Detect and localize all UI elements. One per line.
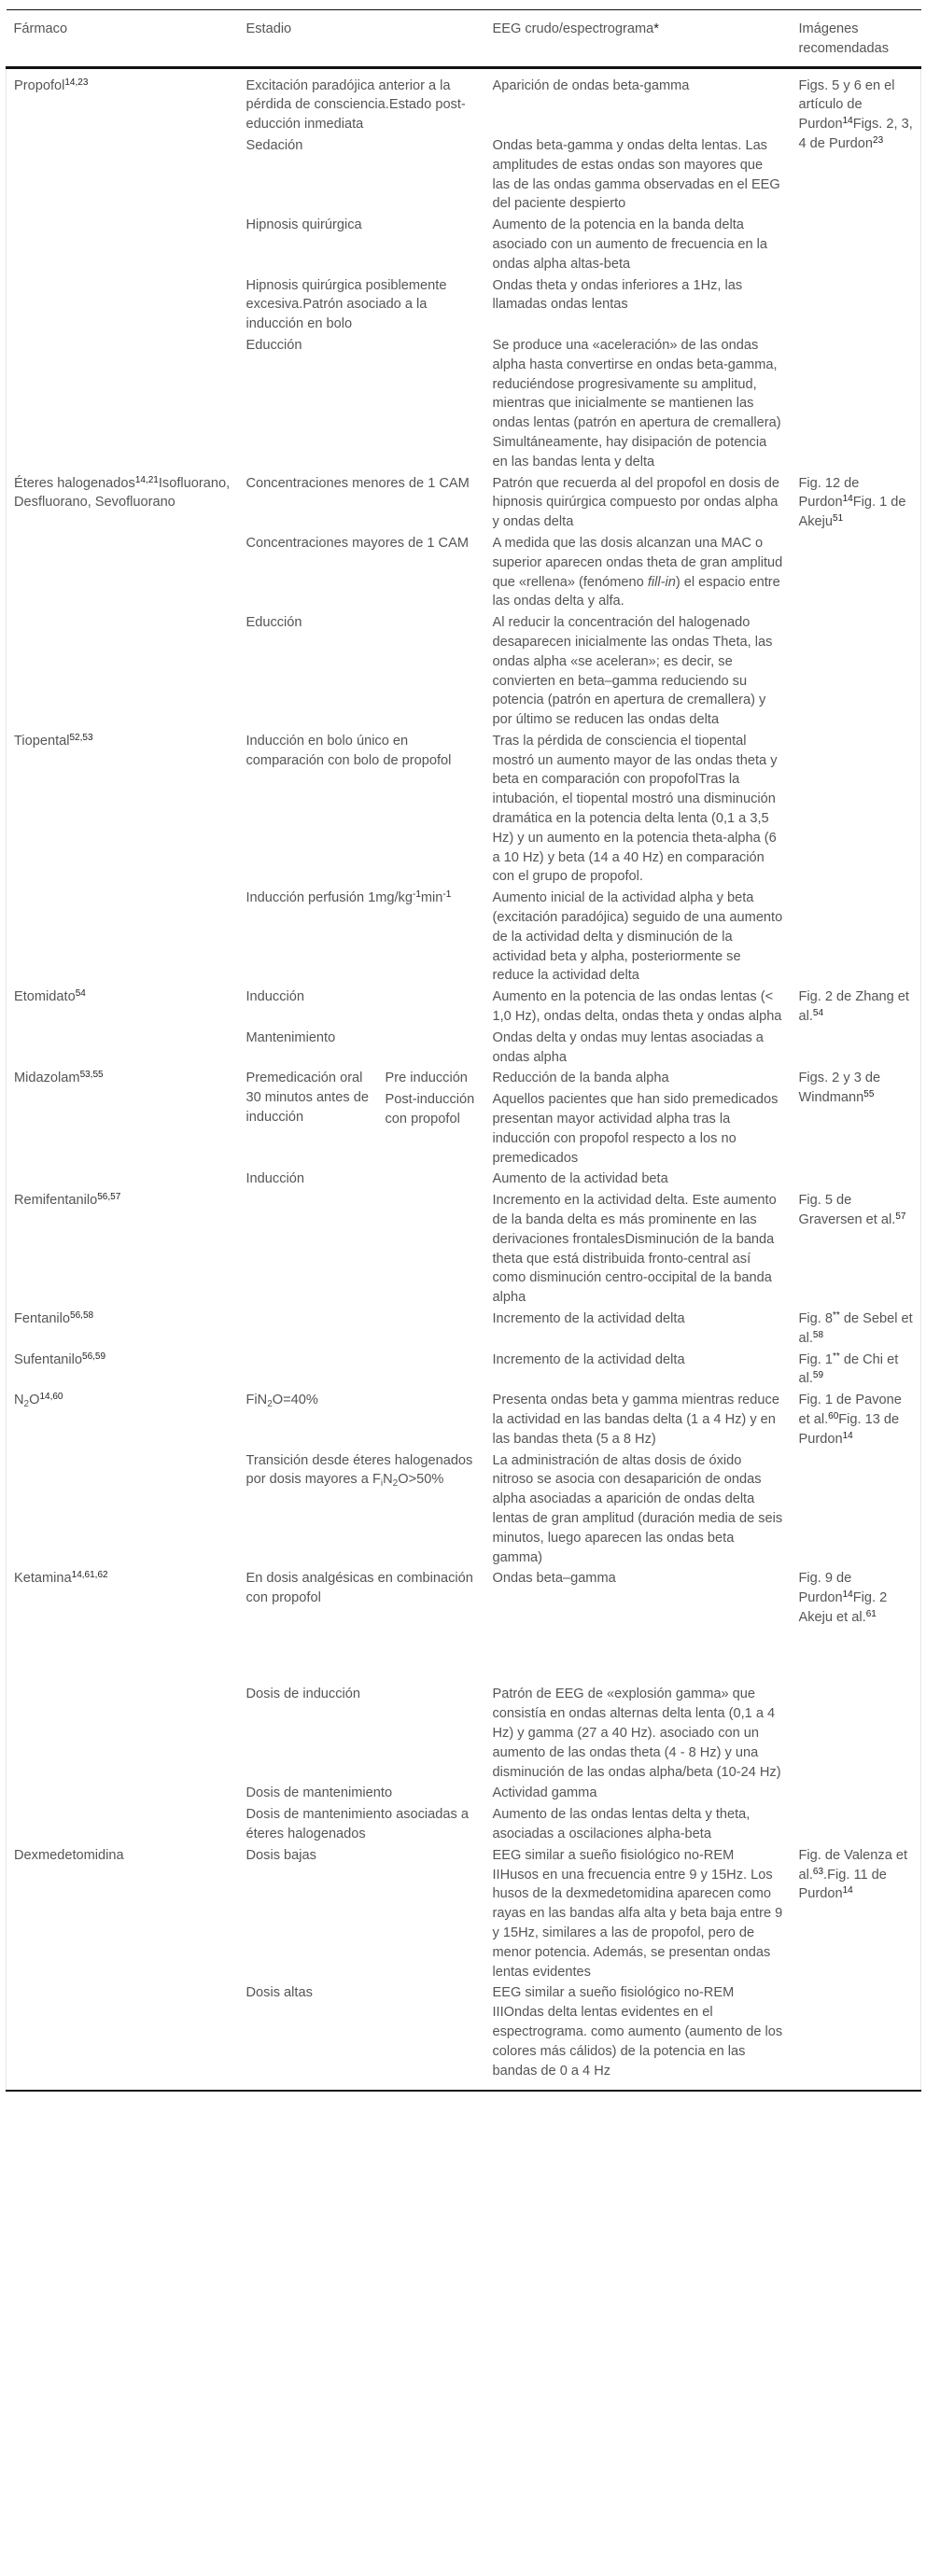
drug-cell — [7, 731, 239, 987]
stage-cell — [239, 1190, 485, 1309]
eeg-cell — [485, 1982, 792, 2091]
stage-cell — [239, 987, 485, 1028]
table-row — [7, 473, 921, 533]
stage-cell — [239, 215, 485, 274]
header-row — [7, 10, 921, 68]
eeg-cell — [485, 1169, 792, 1190]
text-segment: O>50% — [398, 1472, 444, 1488]
text-segment: Se produce una «aceleración» de las ondas alpha hasta convertirse en ondas beta-gamma, reduciéndose progresivamente su amplitud, mientras que inicialmente se mantienen las ondas lentas (patrón en apertura de cremallera) Simultáneamente, hay disipación de potencia en las bandas lenta y delta — [492, 337, 781, 469]
stage-cell — [239, 1982, 485, 2091]
text-segment: Aumento de la potencia en la banda delta asociado con un aumento de frecuencia en la ondas alpha altas-beta — [492, 217, 768, 272]
stage-cell — [239, 67, 485, 135]
stage-cell — [239, 1068, 378, 1169]
stage-cell — [239, 1684, 485, 1783]
text-segment: Remifentanilo — [14, 1193, 98, 1209]
text-segment: Aumento inicial de la actividad alpha y beta (excitación paradójica) seguido de una aumento de la actividad delta y disminución de la actividad beta y alpha, posteriormente se reduce la actividad delta — [492, 890, 783, 984]
header-eeg — [485, 10, 792, 68]
stage-cell — [239, 1450, 485, 1569]
drug-cell — [7, 1068, 239, 1190]
text-segment: Educción — [246, 615, 302, 631]
drug-cell — [7, 473, 239, 731]
text-segment: de Chi et al. — [798, 1351, 899, 1387]
text-segment: Etomidato — [14, 989, 76, 1005]
table-body — [7, 67, 921, 2091]
stage-cell — [239, 731, 485, 888]
stage-cell — [239, 1783, 485, 1804]
reference-superscript: 53,55 — [79, 1070, 104, 1081]
table-header — [7, 10, 921, 68]
stage-cell — [239, 473, 485, 533]
text-segment: min — [420, 890, 443, 906]
reference-superscript: 57 — [895, 1211, 906, 1223]
text-segment: Patrón de EEG de «explosión gamma» que consistía en ondas alternas delta lenta (0,1 a 4 Hz) y gamma (27 a 40 Hz). asociado con un aumento de las ondas theta (4 - 8 Hz) y una disminución de las ondas alpha/beta (10-24 Hz) — [492, 1687, 781, 1780]
text-segment: Inducción — [246, 989, 304, 1005]
table-row — [7, 1845, 921, 1983]
reference-superscript: 51 — [833, 513, 844, 525]
stage-cell — [239, 1845, 485, 1983]
stage-cell — [239, 612, 485, 731]
drug-cell — [7, 67, 239, 472]
subscript: 2 — [392, 1478, 399, 1490]
reference-superscript: 54 — [812, 1008, 824, 1019]
text-segment: Hipnosis quirúrgica — [246, 217, 362, 233]
stage-cell — [239, 533, 485, 612]
text-segment: Actividad gamma — [492, 1785, 597, 1801]
text-segment: Éteres halogenados — [14, 475, 135, 491]
text-segment: Incremento de la actividad delta — [492, 1311, 685, 1326]
images-cell — [792, 1568, 921, 1844]
reference-superscript: 60 — [828, 1410, 839, 1421]
eeg-drug-table — [6, 9, 921, 2092]
text-segment: O — [29, 1393, 40, 1408]
text-segment: Ketamina — [14, 1571, 72, 1587]
reference-superscript: 55 — [863, 1089, 875, 1100]
images-cell — [792, 67, 921, 472]
eeg-cell — [485, 1309, 792, 1350]
images-cell — [792, 1068, 921, 1190]
text-segment: Educción — [246, 337, 302, 353]
text-segment: Aparición de ondas beta-gamma — [492, 77, 690, 93]
stage-cell — [239, 1350, 485, 1391]
eeg-cell — [485, 67, 792, 135]
eeg-cell — [485, 1783, 792, 1804]
text-segment: Concentraciones menores de 1 CAM — [246, 475, 470, 491]
text-segment: Dosis de mantenimiento asociadas a éteres halogenados — [246, 1807, 469, 1841]
eeg-cell — [485, 473, 792, 533]
text-segment: Inducción en bolo único en comparación con bolo de propofol — [246, 733, 452, 768]
text-segment: Excitación paradójica anterior a la pérdida de consciencia.Estado post-educción inmediata — [246, 77, 466, 133]
reference-superscript: 61 — [865, 1608, 877, 1619]
text-segment: FiN — [246, 1393, 268, 1408]
reference-superscript: 14,21 — [134, 474, 159, 485]
images-cell — [792, 1390, 921, 1568]
images-cell — [792, 1350, 921, 1391]
text-segment: .Fig. 11 de Purdon — [798, 1867, 887, 1902]
eeg-cell — [485, 612, 792, 731]
text-segment: Isofluorano, Desfluorano, Sevofluorano — [14, 475, 231, 511]
text-segment: La administración de altas dosis de óxido nitroso se asocia con desaparición de ondas alpha asociadas a aparición de ondas delta lentas de gran amplitud (duración media de seis minutos, luego aparecen las ondas beta gamma) — [492, 1452, 783, 1565]
drug-cell — [7, 1845, 239, 2092]
drug-cell — [7, 1190, 239, 1309]
eeg-cell — [485, 533, 792, 612]
text-segment: Fig. 1 de Akeju — [798, 495, 906, 530]
reference-superscript: 14 — [842, 1430, 853, 1441]
header-images: Imágenes recomendadas — [798, 21, 890, 56]
reference-superscript: 14 — [842, 1885, 853, 1897]
table-row — [7, 67, 921, 135]
table-row — [7, 1350, 921, 1391]
eeg-cell — [485, 1845, 792, 1983]
reference-superscript: 52,53 — [69, 732, 93, 743]
eeg-cell — [485, 135, 792, 215]
italic-term: fill-in — [647, 574, 676, 590]
drug-cell — [7, 1568, 239, 1844]
text-segment: Fig. 13 de Purdon — [798, 1411, 900, 1447]
reference-superscript: -1 — [442, 889, 452, 901]
text-segment: Presenta ondas beta y gamma mientras reduce la actividad en las bandas delta (1 a 4 Hz) y en las bandas theta (5 a 8 Hz) — [492, 1393, 779, 1447]
drug-cell — [7, 987, 239, 1068]
reference-superscript: 14,60 — [39, 1392, 63, 1403]
reference-superscript: 56,59 — [82, 1351, 106, 1362]
stage-cell — [239, 335, 485, 473]
images-cell — [792, 1190, 921, 1309]
text-segment: Fig. 2 Akeju et al. — [798, 1590, 888, 1625]
eeg-cell — [485, 1028, 792, 1069]
text-segment: Post-inducción con propofol — [385, 1092, 475, 1127]
substage-cell — [378, 1068, 485, 1089]
text-segment: Fig. de Valenza et al. — [798, 1847, 908, 1883]
header-stage: Estadio — [246, 21, 292, 36]
reference-superscript: 14 — [842, 494, 853, 505]
text-segment: Aumento de las ondas lentas delta y theta, asociadas a oscilaciones alpha-beta — [492, 1807, 751, 1841]
reference-superscript: 58 — [812, 1329, 824, 1340]
reference-superscript: ** — [833, 1351, 840, 1362]
reference-superscript: 56,58 — [70, 1310, 94, 1321]
eeg-cell — [485, 215, 792, 274]
header-eeg-footnote-mark: * — [653, 21, 659, 36]
images-cell — [792, 987, 921, 1068]
reference-superscript: -1 — [412, 889, 421, 901]
text-segment: Incremento de la actividad delta — [492, 1351, 685, 1367]
subscript: 2 — [23, 1399, 30, 1410]
images-cell — [792, 473, 921, 731]
subscript: i — [380, 1478, 384, 1490]
stage-cell — [239, 1028, 485, 1069]
reference-superscript: 23 — [873, 134, 884, 146]
stage-cell — [239, 1804, 485, 1845]
text-segment: EEG similar a sueño fisiológico no-REM IIHusos en una frecuencia entre 9 y 15Hz. Los husos de la dexmedetomidina aparecen como rayas en las bandas alfa alta y beta baja entre 9 y 15Hz, similares a las de propofol, pero de menor potencia. Además, se presentan ondas lentas evidentes — [492, 1847, 783, 1980]
eeg-cell — [485, 1684, 792, 1783]
text-segment: Dosis de mantenimiento — [246, 1785, 393, 1801]
eeg-cell — [485, 275, 792, 335]
substage-cell — [378, 1089, 485, 1169]
text-segment: Pre inducción — [385, 1071, 468, 1086]
text-segment: Sufentanilo — [14, 1351, 83, 1367]
text-segment: O=40% — [272, 1393, 318, 1408]
eeg-cell — [485, 1068, 792, 1089]
text-segment: Figs. 5 y 6 en el artículo de Purdon — [798, 77, 895, 133]
text-segment: Dosis altas — [246, 1985, 313, 2001]
eeg-cell — [485, 1089, 792, 1169]
table-row — [7, 1190, 921, 1309]
text-segment: Transición desde éteres halogenados por dosis mayores a F — [246, 1452, 473, 1488]
text-segment: Al reducir la concentración del halogenado desaparecen inicialmente las ondas Theta, las ondas alpha «se aceleran»; es decir, se convierten en beta–gamma reduciendo su potencia (patrón en apertura de cremallera) y por último se reducen las ondas delta — [492, 615, 773, 728]
text-segment: Propofol — [14, 77, 65, 93]
stage-cell — [239, 1309, 485, 1350]
text-segment: Fig. 8 — [798, 1311, 833, 1326]
text-segment: Ondas delta y ondas muy lentas asociadas a ondas alpha — [492, 1029, 764, 1065]
eeg-cell — [485, 1450, 792, 1569]
text-segment: Dexmedetomidina — [14, 1847, 124, 1863]
text-segment: Fig. 1 de Pavone et al. — [798, 1393, 902, 1427]
text-segment: Dosis bajas — [246, 1847, 316, 1863]
reference-superscript: 63 — [812, 1866, 824, 1877]
reference-superscript: ** — [833, 1310, 840, 1321]
drug-cell — [7, 1390, 239, 1568]
text-segment: Incremento en la actividad delta. Este aumento de la banda delta es más prominente en las derivaciones frontalesDisminución de la banda theta que está distribuida fronto-central así como disminución centro-occipital de la banda alpha — [492, 1193, 777, 1306]
eeg-cell — [485, 1350, 792, 1391]
header-eeg-label: EEG crudo/espectrograma — [492, 21, 654, 36]
text-segment: Fig. 12 de Purdon — [798, 475, 860, 511]
text-segment: Tras la pérdida de consciencia el tiopental mostró un aumento mayor de las ondas theta y beta en comparación con propofolTras la intubación, el tiopental mostró una disminución dramática en la potencia delta lenta (0,1 a 3,5 Hz) y un aumento en la potencia theta-alpha (6 a 10 Hz) y beta (14 a 40 Hz) en comparación con el grupo de propofol. — [492, 733, 778, 885]
eeg-cell — [485, 1804, 792, 1845]
text-segment: Fig. 1 — [798, 1351, 833, 1367]
text-segment: Midazolam — [14, 1071, 80, 1086]
images-cell — [792, 1309, 921, 1350]
reference-superscript: 14,61,62 — [71, 1570, 108, 1581]
drug-cell — [7, 1309, 239, 1350]
reference-superscript: 59 — [812, 1370, 824, 1381]
eeg-cell — [485, 1568, 792, 1684]
text-segment: Dosis de inducción — [246, 1687, 360, 1702]
text-segment: Aumento en la potencia de las ondas lentas (< 1,0 Hz), ondas delta, ondas theta y ondas alpha — [492, 989, 782, 1025]
text-segment: Figs. 2, 3, 4 de Purdon — [798, 117, 913, 151]
drug-cell — [7, 1350, 239, 1391]
text-segment: ) el espacio entre las ondas delta y alfa. — [492, 574, 780, 609]
text-segment: Sedación — [246, 137, 303, 153]
reference-superscript: 14,23 — [64, 77, 89, 88]
text-segment: A medida que las dosis alcanzan una MAC o superior aparecen ondas theta de gran amplitud que «rellena» (fenómeno — [492, 535, 783, 590]
reference-superscript: 14 — [842, 116, 853, 127]
stage-cell — [239, 1390, 485, 1449]
header-drug: Fármaco — [13, 21, 68, 36]
table-row — [7, 731, 921, 888]
eeg-cell — [485, 987, 792, 1028]
eeg-cell — [485, 731, 792, 888]
text-segment: Hipnosis quirúrgica posiblemente excesiva.Patrón asociado a la inducción en bolo — [246, 277, 447, 332]
table-row — [7, 1309, 921, 1350]
text-segment: N — [14, 1393, 24, 1408]
text-segment: Reducción de la banda alpha — [492, 1071, 669, 1086]
stage-cell — [239, 1169, 485, 1190]
text-segment: Ondas beta–gamma — [492, 1571, 616, 1587]
reference-superscript: 56,57 — [97, 1192, 121, 1203]
images-cell — [792, 1845, 921, 2092]
text-segment: Inducción perfusión 1mg/kg — [246, 890, 413, 906]
text-segment: Fig. 9 de Purdon — [798, 1571, 852, 1606]
text-segment: Ondas beta-gamma y ondas delta lentas. Las amplitudes de estas ondas son mayores que las de las ondas gamma observadas en el EEG del paciente despierto — [492, 137, 780, 212]
reference-superscript: 14 — [842, 1589, 853, 1601]
table-row — [7, 1068, 921, 1089]
images-cell — [792, 731, 921, 987]
stage-cell — [239, 275, 485, 335]
text-segment: En dosis analgésicas en combinación con propofol — [246, 1571, 473, 1606]
text-segment: Premedicación oral 30 minutos antes de inducción — [246, 1071, 369, 1126]
text-segment: Concentraciones mayores de 1 CAM — [246, 535, 469, 551]
text-segment: Fig. 2 de Zhang et al. — [798, 989, 909, 1025]
eeg-cell — [485, 888, 792, 987]
text-segment: Fentanilo — [14, 1311, 71, 1326]
text-segment: Tiopental — [14, 733, 70, 749]
text-segment: Patrón que recuerda al del propofol en dosis de hipnosis quirúrgica compuesto por ondas alpha y ondas delta — [492, 475, 779, 530]
text-segment: Ondas theta y ondas inferiores a 1Hz, las llamadas ondas lentas — [492, 277, 743, 313]
text-segment: Inducción — [246, 1171, 304, 1187]
stage-cell — [239, 888, 485, 987]
stage-cell — [239, 1568, 485, 1684]
text-segment: Mantenimiento — [246, 1029, 336, 1045]
text-segment: EEG similar a sueño fisiológico no-REM IIIOndas delta lentas evidentes en el espectrograma. como aumento (aumento de los colores más cálidos) de la potencia en las bandas de 0 a 4 Hz — [492, 1985, 783, 2079]
eeg-cell — [485, 1390, 792, 1449]
table-row — [7, 987, 921, 1028]
table-row — [7, 1390, 921, 1449]
eeg-cell — [485, 1190, 792, 1309]
eeg-cell — [485, 335, 792, 473]
stage-cell — [239, 135, 485, 215]
reference-superscript: 54 — [75, 988, 86, 1000]
text-segment: Figs. 2 y 3 de Windmann — [798, 1071, 881, 1106]
text-segment: Fig. 5 de Graversen et al. — [798, 1193, 896, 1228]
text-segment: de Sebel et al. — [798, 1311, 913, 1346]
text-segment: N — [383, 1472, 393, 1488]
subscript: 2 — [267, 1399, 273, 1410]
text-segment: Aquellos pacientes que han sido premedicados presentan mayor actividad alpha tras la inducción con propofol respecto a los no premedicados — [492, 1092, 779, 1166]
table-row — [7, 1568, 921, 1684]
text-segment: Aumento de la actividad beta — [492, 1171, 668, 1187]
